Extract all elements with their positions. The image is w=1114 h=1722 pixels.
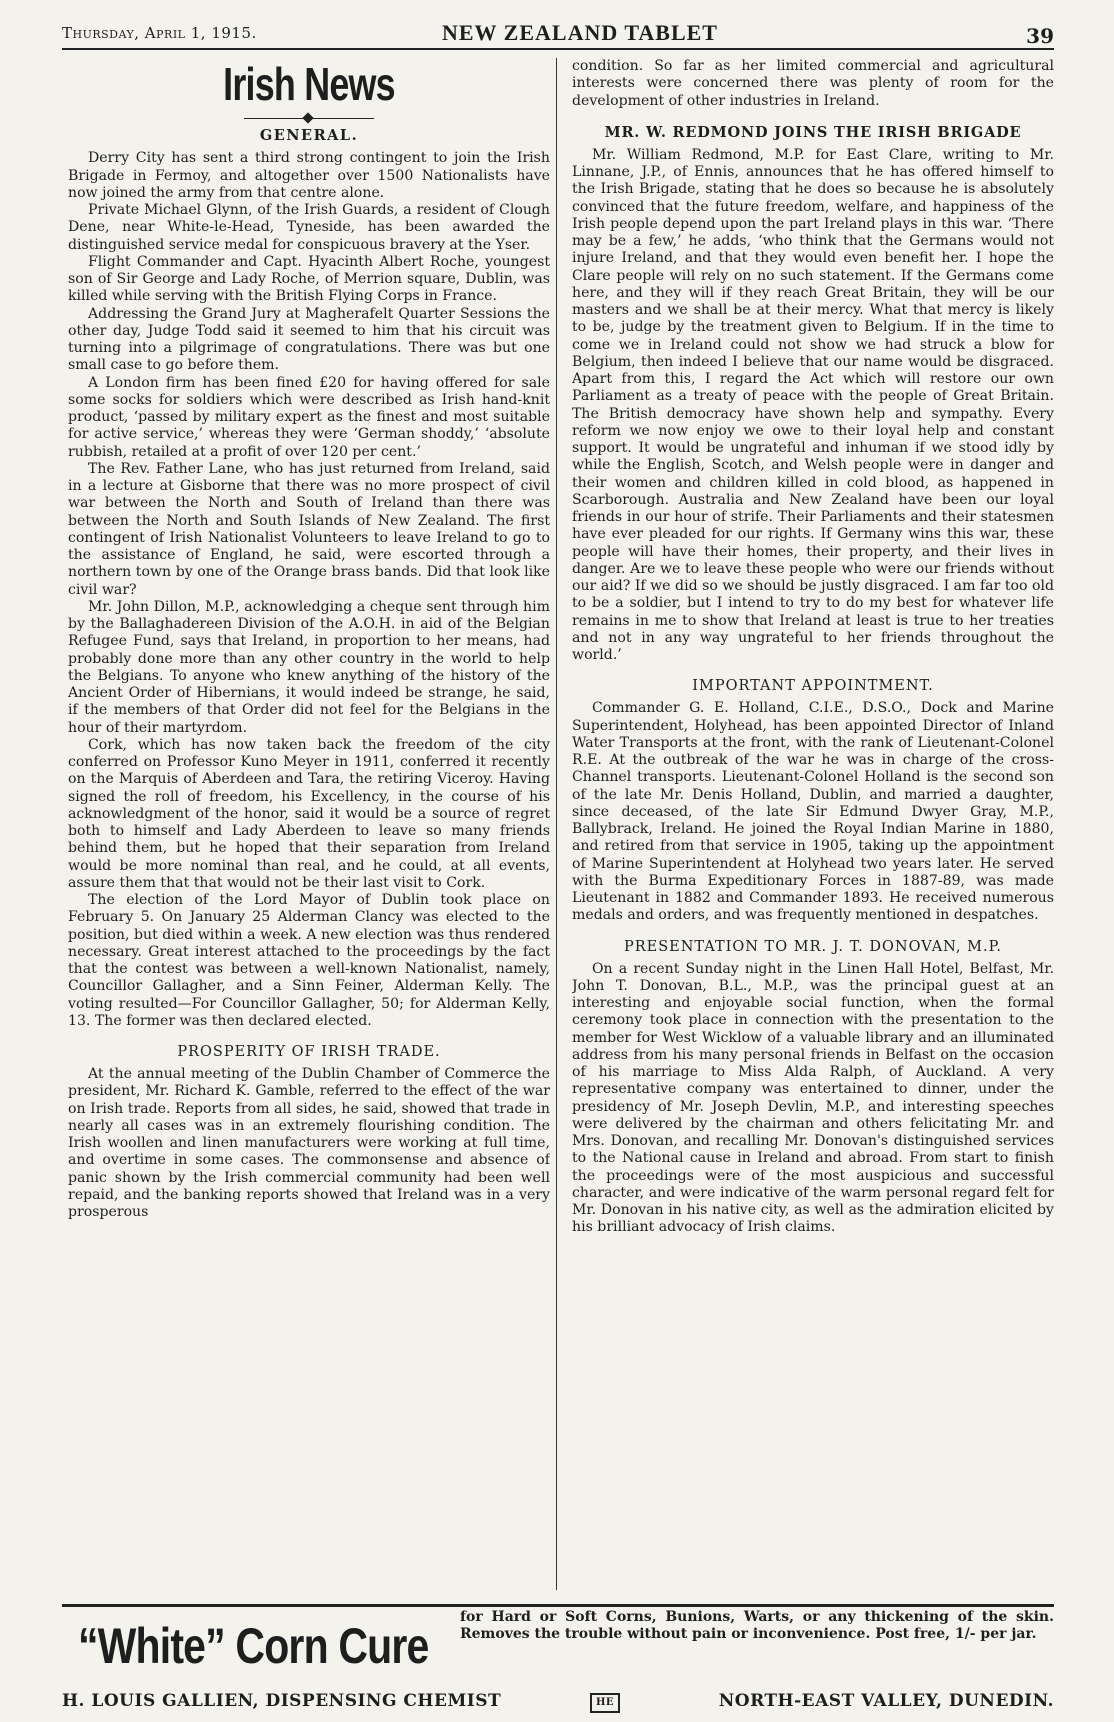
- left-column: [68, 58, 550, 1590]
- advert-mark-icon: HE: [590, 1693, 620, 1713]
- right-column: [572, 58, 1054, 1590]
- article-paragraph: Commander G. E. Holland, C.I.E., D.S.O., Dock and Marine Superintendent, Holyhead, has been appointed Director of Inland Water Transports at the front, with the rank of Lieutenant-Colonel R.E. At the outbreak of the war he was in charge of the cross-Channel transports. Lieutenant-Colonel Holland is the second son of the late Mr. Denis Holland, Dublin, and married a daughter, since deceased, of the late Sir Edmund Dwyer Gray, M.P., Ballybrack, Ireland. He joined the Royal Indian Marine in 1880, and retired from that service in 1905, taking up the appointment of Marine Superintendent at Holyhead two years later. He served with the Burma Expeditionary Forces in 1887-89, was made Lieutenant in 1882 and Commander 1893. He received numerous medals and orders, and was frequently mentioned in despatches.: [572, 700, 1054, 924]
- article-paragraph: Flight Commander and Capt. Hyacinth Albert Roche, youngest son of Sir George and Lady Roche, of Merrion square, Dublin, was killed while serving with the British Flying Corps in France.: [68, 253, 550, 305]
- section-heading-appointment: IMPORTANT APPOINTMENT.: [692, 678, 934, 695]
- article-paragraph: Mr. William Redmond, M.P. for East Clare, writing to Mr. Linnane, J.P., of Ennis, announces that he has offered himself to the Irish Brigade, stating that he does so because he is absolutely convinced that the future freedom, welfare, and happiness of the Irish people depend upon the part Ireland plays in this war. ‘There may be a few,’ he adds, ‘who think that the Germans would not injure Ireland, and that they would even benefit her. I hope the Clare people will rely on no such statement. If the Germans come here, and they will if they reach Great Britain, they will be our masters and we shall be at their mercy. What that mercy is likely to be, judge by the treatment given to Belgium. If in the time to come we in Ireland could not show we had struck a blow for Belgium, then indeed I believe that our name would be disgraced. Apart from this, I regard the Act which will restore our own Parliament as a treaty of peace with the people of Great Britain. The British democracy have shown help and sympathy. Every reform we now enjoy we owe to their loyal help and constant support. It would be ungrateful and inhuman if we stood idly by while the English, Scotch, and Welsh people were in danger and their women and children killed in cold blood, as happened in Scarborough. Australia and New Zealand have been our loyal friends in our hour of strife. Their Parliaments and their statesmen have ever pleaded for our rights. If Germany wins this war, these people will have their homes, their property, and their lives in danger. Are we to leave these people who were our friends without our aid? If we did so we should be justly disgraced. I am far too old to be a soldier, but I intend to try to do my best for whatever life remains in me to show that Ireland at least is true to her treaties and not in any way ungrateful to her friends throughout the world.’: [572, 146, 1054, 663]
- diamond-ornament-icon: [302, 113, 313, 124]
- section-heading-trade: PROSPERITY OF IRISH TRADE.: [177, 1044, 441, 1061]
- advertisement: [62, 1604, 1054, 1719]
- column-rule: [556, 58, 557, 1590]
- article-paragraph: Derry City has sent a third strong contingent to join the Irish Brigade in Fermoy, and altogether over 1500 Nationalists have now joined the army from that centre alone.: [68, 150, 550, 201]
- page-header: [62, 20, 1054, 50]
- article-paragraph: On a recent Sunday night in the Linen Hall Hotel, Belfast, Mr. John T. Donovan, B.L., M.P., was the principal guest at an interesting and enjoyable social function, when the formal ceremony took place in connection with the presentation to the member for West Wicklow of a valuable library and an illuminated address from his many personal friends in Belfast on the occasion of his marriage to Miss Alda Ralph, of Auckland. A very representative company was entertained to dinner, under the presidency of Mr. Joseph Devlin, M.P., and interesting speeches were delivered by the chairman and others felicitating Mr. and Mrs. Donovan, and recalling Mr. Donovan's distinguished services to the National cause in Ireland and abroad. From start to finish the proceedings were of the most auspicious and successful character, and were indicative of the warm personal regard felt for Mr. Donovan in his native city, as well as the admiration elicited by his brilliant advocacy of Irish claims.: [572, 960, 1054, 1236]
- article-paragraph: Cork, which has now taken back the freedom of the city conferred on Professor Kuno Meyer in 1911, conferred it recently on the Marquis of Aberdeen and Tara, the retiring Viceroy. Having signed the roll of freedom, his Excellency, in the course of his acknowledgment of the honor, said it would be a source of regret both to himself and Lady Aberdeen to leave so many friends behind them, but he hoped that their separation from Ireland would be more nominal than real, and he could, at all events, assure them that that would not be their last visit to Cork.: [68, 736, 550, 891]
- article-paragraph: Private Michael Glynn, of the Irish Guards, a resident of Clough Dene, near White-le-Head, Tyneside, has been awarded the distinguished service medal for conspicuous bravery at the Yser.: [68, 202, 550, 253]
- section-heading-presentation: PRESENTATION TO MR. J. T. DONOVAN, M.P.: [623, 938, 1003, 955]
- advert-brand: “White” Corn Cure: [78, 1618, 429, 1674]
- issue-date: Thursday, April 1, 1915.: [62, 24, 257, 42]
- advert-chemist: H. LOUIS GALLIEN, DISPENSING CHEMIST: [62, 1691, 502, 1711]
- article-paragraph: The election of the Lord Mayor of Dublin took place on February 5. On January 25 Alderman Clancy was elected to the position, but died within a week. A new election was thus rendered necessary. Great interest attached to the proceedings by the fact that the contest was between a well-known Nationalist, namely, Councillor Gallagher, and a Sinn Feiner, Alderman Kelly. The voting resulted—For Councillor Gallagher, 50; for Alderman Kelly, 13. The former was then declared elected.: [68, 892, 550, 1029]
- section-heading-general: GENERAL.: [259, 127, 359, 145]
- section-heading-redmond: MR. W. REDMOND JOINS THE IRISH BRIGADE: [604, 123, 1022, 141]
- main-title: Irish News: [223, 58, 395, 110]
- article-paragraph: A London firm has been fined £20 for having offered for sale some socks for soldiers which were described as Irish hand-knit product, ‘passed by military expert as the finest and most suitable for active service,’ whereas they were ‘German shoddy,’ ‘absolute rubbish, retailed at a profit of over 120 per cent.’: [68, 374, 550, 460]
- article-paragraph: At the annual meeting of the Dublin Chamber of Commerce the president, Mr. Richard K. Gamble, referred to the effect of the war on Irish trade. Reports from all sides, he said, showed that trade in nearly all cases was in an extremely flourishing condition. The Irish woollen and linen manufacturers were working at full time, and overtime in some cases. The commonsense and absence of panic shown by the Irish commercial community had been well repaid, and the banking reports showed that Ireland was in a very prosperous: [68, 1066, 550, 1221]
- page-number: 39: [1026, 24, 1054, 48]
- article-paragraph: Addressing the Grand Jury at Magherafelt Quarter Sessions the other day, Judge Todd said it seemed to him that his circuit was turning into a pilgrimage of congratulations. There was but one small case to go before them.: [68, 305, 550, 374]
- advert-description: for Hard or Soft Corns, Bunions, Warts, or any thickening of the skin. Removes the trouble without pain or inconvenience. Post free, 1/- per jar.: [460, 1609, 1054, 1642]
- article-paragraph: Mr. John Dillon, M.P., acknowledging a cheque sent through him by the Ballaghadereen Division of the A.O.H. in aid of the Belgian Refugee Fund, says that Ireland, in proportion to her means, had probably done more than any other country in the world to help the Belgians. To anyone who knew anything of the history of the Ancient Order of Hibernians, it would indeed be strange, he said, if the members of that Order did not feel for the Belgians in the hour of their martyrdom.: [68, 598, 550, 736]
- advert-location: NORTH-EAST VALLEY, DUNEDIN.: [718, 1691, 1054, 1711]
- masthead: NEW ZEALAND TABLET: [442, 20, 718, 45]
- advert-footer: [62, 1689, 1054, 1715]
- article-paragraph: The Rev. Father Lane, who has just returned from Ireland, said in a lecture at Gisborne that there was no more prospect of civil war between the North and South of Ireland than there was between the North and South Islands of New Zealand. The first contingent of Irish Nationalist Volunteers to leave Ireland to go to the assistance of England, he said, were escorted through a northern town by one of the Orange brass bands. Did that look like civil war?: [68, 460, 550, 598]
- title-divider: [244, 118, 374, 119]
- article-continuation: condition. So far as her limited commercial and agricultural interests were concerned there was plenty of room for the development of other industries in Ireland.: [572, 58, 1054, 109]
